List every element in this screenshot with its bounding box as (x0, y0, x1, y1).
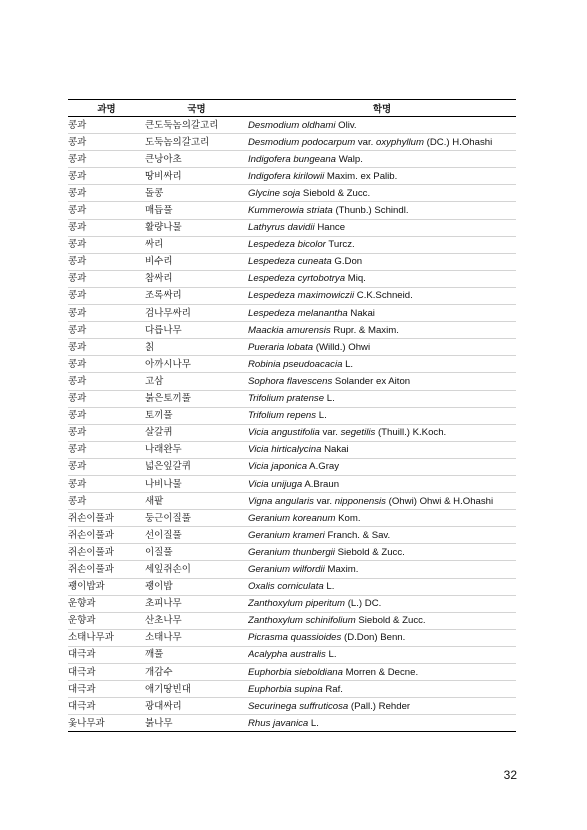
scientific-name-cell (248, 390, 516, 407)
scientific-name-author: (Pall.) Rehder (348, 700, 411, 712)
scientific-name-italic: Sophora flavescens (248, 375, 333, 387)
family-cell: 운향과 (68, 612, 145, 629)
scientific-name-author: Kom. (335, 512, 361, 524)
scientific-name-cell (248, 544, 516, 561)
header-korean-name: 국명 (145, 100, 248, 117)
scientific-name-cell (248, 441, 516, 458)
family-cell: 콩과 (68, 373, 145, 390)
scientific-name-author: var. (355, 136, 376, 148)
scientific-name-italic: segetilis (340, 427, 376, 439)
korean-name-cell: 땅비싸리 (145, 168, 248, 185)
family-cell: 콩과 (68, 168, 145, 185)
scientific-name-italic: Securinega suffruticosa (248, 700, 349, 712)
korean-name-cell: 돌콩 (145, 185, 248, 202)
table-row (68, 612, 516, 629)
scientific-name-cell (248, 253, 516, 270)
family-cell: 대극과 (68, 698, 145, 715)
scientific-name-cell (248, 117, 516, 134)
korean-name-cell: 소태나무 (145, 629, 248, 646)
table-row (68, 253, 516, 270)
scientific-name-cell (248, 287, 516, 304)
table-row (68, 356, 516, 373)
family-cell: 콩과 (68, 202, 145, 219)
korean-name-cell: 비수리 (145, 253, 248, 270)
scientific-name-italic: Lespedeza cyrtobotrya (248, 273, 346, 285)
scientific-name-italic: Lespedeza maximowiczii (248, 290, 355, 302)
family-cell: 콩과 (68, 287, 145, 304)
scientific-name-author: (Thuill.) K.Koch. (375, 427, 447, 439)
scientific-name-italic: Pueraria lobata (248, 341, 314, 353)
scientific-name-cell (248, 236, 516, 253)
scientific-name-italic: Maackia amurensis (248, 324, 331, 336)
family-cell: 콩과 (68, 322, 145, 339)
korean-name-cell: 살갈퀴 (145, 424, 248, 441)
family-cell: 콩과 (68, 117, 145, 134)
korean-name-cell: 큰도둑놈의갈고리 (145, 117, 248, 134)
table-row (68, 698, 516, 715)
scientific-name-italic: Desmodium podocarpum (248, 136, 356, 148)
scientific-name-italic: Indigofera kirilowii (248, 170, 325, 182)
scientific-name-cell (248, 698, 516, 715)
scientific-name-italic: Picrasma quassioides (248, 632, 342, 644)
family-cell: 대극과 (68, 664, 145, 681)
table-row (68, 681, 516, 698)
table-row (68, 202, 516, 219)
scientific-name-cell (248, 561, 516, 578)
scientific-name-cell (248, 134, 516, 151)
scientific-name-cell (248, 270, 516, 287)
scientific-name-italic: Desmodium oldhami (248, 119, 336, 131)
scientific-name-author: L. (324, 393, 335, 405)
scientific-name-italic: Euphorbia supina (248, 683, 323, 695)
korean-name-cell: 새팥 (145, 493, 248, 510)
scientific-name-author: L. (325, 649, 337, 661)
korean-name-cell: 광대싸리 (145, 698, 248, 715)
korean-name-cell: 매듭풀 (145, 202, 248, 219)
scientific-name-author: (DC.) H.Ohashi (423, 136, 493, 148)
scientific-name-cell (248, 510, 516, 527)
scientific-name-cell (248, 407, 516, 424)
scientific-name-cell (248, 475, 516, 492)
table-row (68, 322, 516, 339)
scientific-name-cell (248, 424, 516, 441)
korean-name-cell: 애기땅빈대 (145, 681, 248, 698)
korean-name-cell: 싸리 (145, 236, 248, 253)
scientific-name-author: Siebold & Zucc. (355, 615, 426, 627)
korean-name-cell: 활량나물 (145, 219, 248, 236)
scientific-name-cell (248, 202, 516, 219)
scientific-name-author: Franch. & Sav. (324, 529, 391, 541)
korean-name-cell: 괭이밥 (145, 578, 248, 595)
table-row (68, 185, 516, 202)
family-cell: 콩과 (68, 390, 145, 407)
family-cell: 옻나무과 (68, 715, 145, 732)
family-cell: 콩과 (68, 305, 145, 322)
scientific-name-cell (248, 527, 516, 544)
family-cell: 쥐손이풀과 (68, 544, 145, 561)
scientific-name-author: Siebold & Zucc. (334, 546, 405, 558)
scientific-name-author: (D.Don) Benn. (341, 632, 406, 644)
scientific-name-author: var. (319, 427, 341, 439)
korean-name-cell: 도둑놈의갈고리 (145, 134, 248, 151)
scientific-name-author: L. (342, 358, 354, 370)
scientific-name-cell (248, 578, 516, 595)
table-row (68, 219, 516, 236)
scientific-name-italic: Indigofera bungeana (248, 153, 337, 165)
scientific-name-author: Nakai (347, 307, 375, 319)
korean-name-cell: 초피나무 (145, 595, 248, 612)
table-row (68, 151, 516, 168)
table-row (68, 339, 516, 356)
family-cell: 콩과 (68, 134, 145, 151)
korean-name-cell: 선이질풀 (145, 527, 248, 544)
family-cell: 콩과 (68, 493, 145, 510)
table-row (68, 664, 516, 681)
family-cell: 콩과 (68, 475, 145, 492)
korean-name-cell: 검나무싸리 (145, 305, 248, 322)
korean-name-cell: 나비나물 (145, 475, 248, 492)
scientific-name-italic: Acalypha australis (248, 649, 326, 661)
scientific-name-italic: nipponensis (334, 495, 386, 507)
scientific-name-italic: Euphorbia sieboldiana (248, 666, 343, 678)
table-header (68, 100, 516, 117)
scientific-name-author: Hance (314, 222, 346, 234)
scientific-name-italic: Kummerowia striata (248, 205, 333, 217)
family-cell: 대극과 (68, 646, 145, 663)
scientific-name-italic: Glycine soja (248, 187, 301, 199)
korean-name-cell: 개감수 (145, 664, 248, 681)
scientific-name-cell (248, 219, 516, 236)
scientific-name-author: A.Braun (302, 478, 340, 490)
scientific-name-italic: Lespedeza melanantha (248, 307, 348, 319)
scientific-name-cell (248, 356, 516, 373)
table-row (68, 287, 516, 304)
table-row (68, 390, 516, 407)
scientific-name-cell (248, 681, 516, 698)
scientific-name-author: var. (313, 495, 335, 507)
scientific-name-author: L. (323, 581, 335, 593)
family-cell: 콩과 (68, 185, 145, 202)
scientific-name-italic: Lespedeza cuneata (248, 256, 332, 268)
scientific-name-cell (248, 168, 516, 185)
scientific-name-cell (248, 612, 516, 629)
table-row (68, 424, 516, 441)
family-cell: 대극과 (68, 681, 145, 698)
scientific-name-italic: Trifolium pratense (248, 393, 325, 405)
scientific-name-author: Siebold & Zucc. (300, 187, 371, 199)
family-cell: 콩과 (68, 253, 145, 270)
family-cell: 소태나무과 (68, 629, 145, 646)
family-cell: 콩과 (68, 236, 145, 253)
family-cell: 콩과 (68, 424, 145, 441)
table-row (68, 646, 516, 663)
scientific-name-author: (Willd.) Ohwi (313, 341, 371, 353)
table-row (68, 544, 516, 561)
scientific-name-italic: Rhus javanica (248, 717, 309, 729)
korean-name-cell: 붉은토끼풀 (145, 390, 248, 407)
family-cell: 콩과 (68, 407, 145, 424)
table-row (68, 510, 516, 527)
scientific-name-italic: Geranium krameri (248, 529, 325, 541)
scientific-name-author: (Thunb.) Schindl. (332, 205, 409, 217)
table-row (68, 373, 516, 390)
scientific-name-italic: Oxalis corniculata (248, 581, 324, 593)
scientific-name-cell (248, 458, 516, 475)
family-cell: 괭이밥과 (68, 578, 145, 595)
table-row (68, 168, 516, 185)
scientific-name-cell (248, 493, 516, 510)
scientific-name-italic: Robinia pseudoacacia (248, 358, 343, 370)
table-row (68, 475, 516, 492)
scientific-name-italic: Geranium thunbergii (248, 546, 335, 558)
scientific-name-author: Morren & Decne. (342, 666, 419, 678)
header-scientific-name: 학명 (248, 100, 516, 117)
page-number: 32 (503, 768, 517, 782)
scientific-name-author: L. (308, 717, 319, 729)
korean-name-cell: 토끼풀 (145, 407, 248, 424)
scientific-name-italic: Geranium koreanum (248, 512, 336, 524)
scientific-name-author: Nakai (321, 444, 349, 456)
table-row (68, 407, 516, 424)
scientific-name-cell (248, 151, 516, 168)
korean-name-cell: 참싸리 (145, 270, 248, 287)
scientific-name-author: C.K.Schneid. (354, 290, 413, 302)
scientific-name-author: (Ohwi) Ohwi & H.Ohashi (385, 495, 494, 507)
scientific-name-italic: Zanthoxylum piperitum (248, 598, 346, 610)
scientific-name-cell (248, 322, 516, 339)
scientific-name-italic: Vigna angularis (248, 495, 314, 507)
scientific-name-italic: Vicia japonica (248, 461, 308, 473)
table-row (68, 236, 516, 253)
korean-name-cell: 조록싸리 (145, 287, 248, 304)
family-cell: 콩과 (68, 151, 145, 168)
scientific-name-author: G.Don (331, 256, 363, 268)
korean-name-cell: 다릅나무 (145, 322, 248, 339)
family-cell: 콩과 (68, 441, 145, 458)
table-row (68, 117, 516, 134)
table-row (68, 561, 516, 578)
table-row (68, 595, 516, 612)
table-row (68, 270, 516, 287)
scientific-name-author: Maxim. (324, 563, 359, 575)
korean-name-cell: 이질풀 (145, 544, 248, 561)
scientific-name-italic: Vicia unijuga (248, 478, 303, 490)
scientific-name-cell (248, 595, 516, 612)
korean-name-cell: 칡 (145, 339, 248, 356)
family-cell: 쥐손이풀과 (68, 510, 145, 527)
scientific-name-cell (248, 715, 516, 732)
scientific-name-author: Solander ex Aiton (332, 375, 411, 387)
header-family: 과명 (68, 100, 145, 117)
table-row (68, 629, 516, 646)
korean-name-cell: 고삼 (145, 373, 248, 390)
table-row (68, 305, 516, 322)
scientific-name-author: (L.) DC. (345, 598, 382, 610)
korean-name-cell: 붉나무 (145, 715, 248, 732)
scientific-name-author: Miq. (345, 273, 366, 285)
scientific-name-author: Walp. (336, 153, 363, 165)
table-row (68, 134, 516, 151)
table-row (68, 715, 516, 732)
korean-name-cell: 넓은잎갈퀴 (145, 458, 248, 475)
scientific-name-italic: Zanthoxylum schinifolium (248, 615, 356, 627)
header-row (68, 100, 516, 117)
korean-name-cell: 산초나무 (145, 612, 248, 629)
table-row (68, 441, 516, 458)
scientific-name-cell (248, 664, 516, 681)
scientific-name-author: Raf. (322, 683, 343, 695)
family-cell: 콩과 (68, 339, 145, 356)
korean-name-cell: 나래완두 (145, 441, 248, 458)
scientific-name-italic: Vicia hirticalycina (248, 444, 322, 456)
family-cell: 운향과 (68, 595, 145, 612)
scientific-name-italic: Vicia angustifolia (248, 427, 320, 439)
family-cell: 콩과 (68, 458, 145, 475)
scientific-name-author: Maxim. ex Palib. (324, 170, 398, 182)
family-cell: 콩과 (68, 270, 145, 287)
korean-name-cell: 큰낭아초 (145, 151, 248, 168)
korean-name-cell: 깨풀 (145, 646, 248, 663)
table-row (68, 527, 516, 544)
scientific-name-cell (248, 185, 516, 202)
scientific-name-cell (248, 339, 516, 356)
scientific-name-italic: Lespedeza bicolor (248, 239, 326, 251)
family-cell: 쥐손이풀과 (68, 527, 145, 544)
table-row (68, 458, 516, 475)
scientific-name-cell (248, 373, 516, 390)
scientific-name-cell (248, 629, 516, 646)
table-row (68, 493, 516, 510)
scientific-name-author: Oliv. (335, 119, 357, 131)
species-table (68, 99, 516, 732)
table-row (68, 578, 516, 595)
scientific-name-italic: Lathyrus davidii (248, 222, 315, 234)
family-cell: 쥐손이풀과 (68, 561, 145, 578)
scientific-name-author: Rupr. & Maxim. (330, 324, 399, 336)
scientific-name-cell (248, 305, 516, 322)
scientific-name-cell (248, 646, 516, 663)
family-cell: 콩과 (68, 219, 145, 236)
scientific-name-italic: oxyphyllum (375, 136, 424, 148)
scientific-name-author: L. (316, 410, 327, 422)
scientific-name-italic: Trifolium repens (248, 410, 317, 422)
table-body (68, 117, 516, 732)
scientific-name-italic: Geranium wilfordii (248, 563, 325, 575)
korean-name-cell: 세잎쥐손이 (145, 561, 248, 578)
family-cell: 콩과 (68, 356, 145, 373)
korean-name-cell: 둥근이질풀 (145, 510, 248, 527)
scientific-name-author: Turcz. (325, 239, 355, 251)
scientific-name-author: A.Gray (307, 461, 340, 473)
korean-name-cell: 아까시나무 (145, 356, 248, 373)
